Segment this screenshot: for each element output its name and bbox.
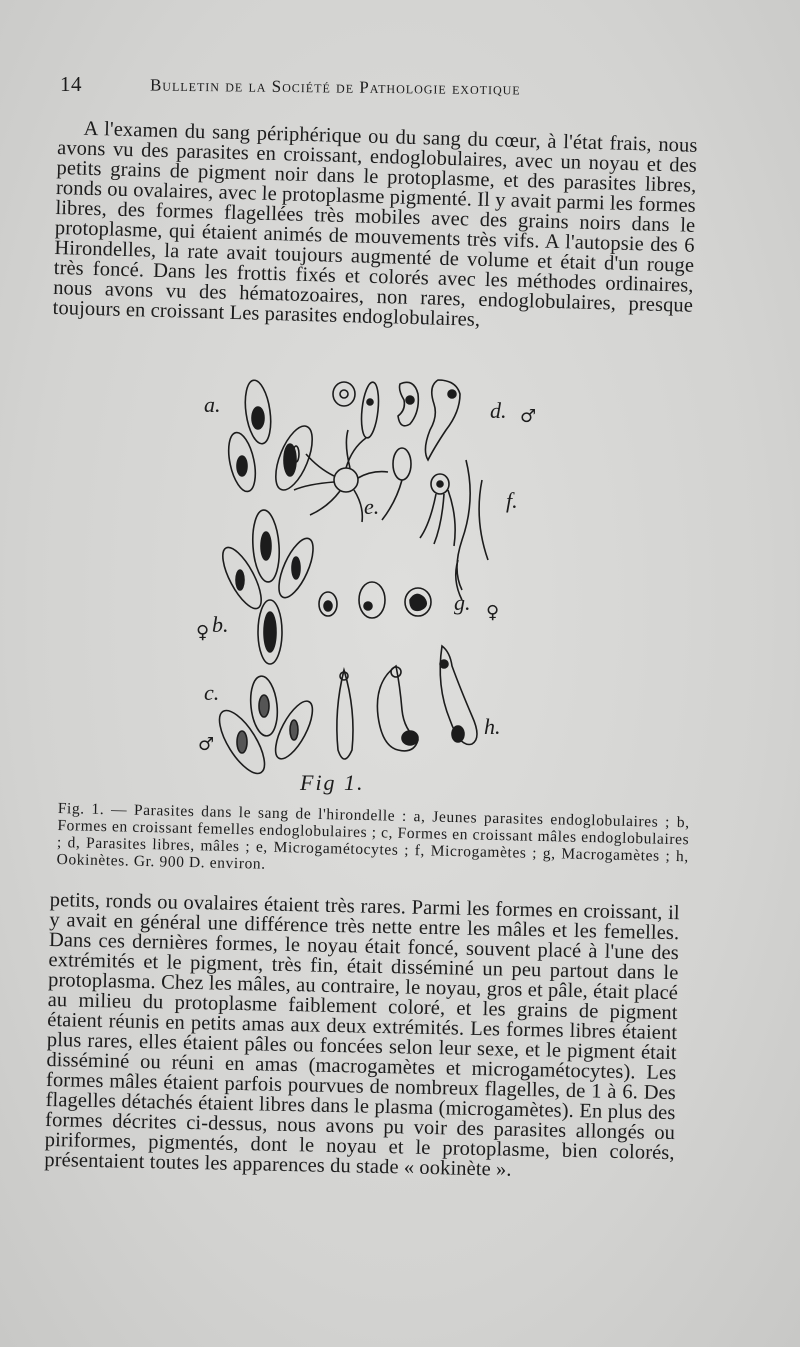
figure-label-c: c. [204,680,220,705]
figure-caption: Fig. 1. — Parasites dans le sang de l'hirondelle : a, Jeunes parasites endoglobulaires ; b, Formes en croissant femelles endoglobulaires ; c, Formes en croissant mâles endoglobulaires ; d, Parasites libres, mâles ; e, Microgamétocytes ; f, Microgamètes ; g, Macrogamètes ; h, Ookinètes. Gr. 900 D. environ. [56,800,690,873]
cell-group-f [456,460,488,600]
figure-label-e: e. [364,494,380,519]
paragraph-2: petits, ronds ou ovalaires étaient très rares. Parmi les formes en croissant, il y avait en général une différence très nette entre les mâles et les femelles. Dans ces dernières formes, le noyau était foncé, souvent placé à l'une des extrémités et le pigment, très fin, était disséminé un peu partout dans le protoplasma. Chez les mâles, au contraire, le noyau, gros et pâle, était placé au milieu du protoplasme faiblement coloré, et les grains de pigment étaient réunis en petits amas aux deux extrémités. Les formes libres étaient plus rares, elles étaient pâles ou foncées selon leur sexe, et le pigment était disséminé ou réuni en amas (macrogamètes et microgamétocytes). Les formes mâles étaient parfois pourvues de nombreux flagelles, de 1 à 6. Des flagelles détachés étaient libres dans le plasma (microgamètes). En plus des formes décrites ci-dessus, nous avons pu voir des parasites allongés ou piriformes, pigmentés, dont le noyau et le protoplasme, bien colorés, présentaient toutes les apparences du stade « ookinète ». [44,889,680,1181]
figure-label-a: a. [204,392,221,417]
female-symbol-b: ♀ [196,622,210,643]
cell-group-a [224,379,320,495]
figure-title: Fig 1. [300,770,365,795]
cell-group-g [319,582,431,618]
figure-label-h: h. [484,714,501,739]
female-symbol-g: ♀ [486,602,500,623]
running-header: Bulletin de la Société de Pathologie exotique [149,75,521,99]
cell-group-d [333,380,460,460]
cell-group-b [215,509,320,664]
figure-label-f: f. [506,488,518,513]
page-number: 14 [60,72,82,96]
cell-group-e [294,430,455,546]
figure-1 [190,370,550,790]
cell-group-c [211,675,320,780]
figure-label-d: d. [490,398,507,423]
figure-illustration [190,370,550,790]
male-symbol-c: ♂ [198,734,215,755]
cell-group-h [337,646,477,759]
figure-label-b: b. [212,612,229,637]
male-symbol-d: ♂ [520,406,537,427]
figure-label-g: g. [454,590,471,615]
paragraph-1: A l'examen du sang périphérique ou du sang du cœur, à l'état frais, nous avons vu des parasites en croissant, endoglobulaires, avec un noyau et des petits grains de pigment noir dans le protoplasme, et des parasites libres, ronds ou ovalaires, avec le protoplasme pigmenté. Il y avait parmi les formes libres, des formes flagellées très mobiles avec des grains noirs dans le protoplasme, qui étaient animés de mouvements très vifs. A l'autopsie des 6 Hirondelles, la rate avait toujours augmenté de volume et était d'un rouge très foncé. Dans les frottis fixés et colorés avec les méthodes ordinaires, nous avons vu des hématozoaires, non rares, endoglobulaires, presque toujours en croissant Les parasites endoglobulaires, [52,117,698,331]
